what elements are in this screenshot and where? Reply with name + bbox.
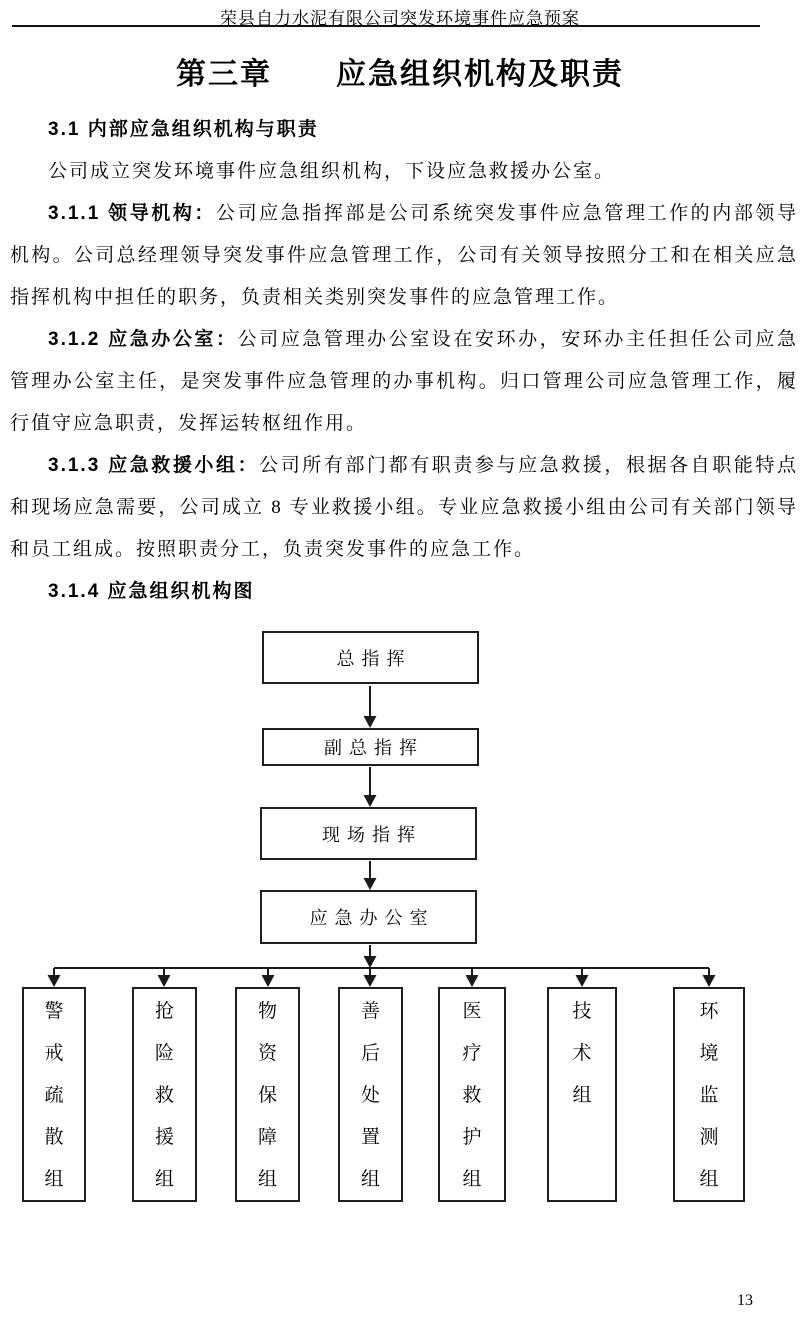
- org-node-deputy-commander-label: 副总指挥: [324, 738, 424, 758]
- org-node-site-commander: [260, 807, 477, 860]
- org-group-label: 技术组: [572, 1001, 592, 1106]
- heading-3-1: [10, 109, 798, 151]
- paragraph-3-1-1: [10, 193, 798, 319]
- org-node-chief-commander-label: 总指挥: [336, 648, 412, 669]
- page-header-title: 荣县自力水泥有限公司突发环境事件应急预案: [220, 9, 580, 28]
- header-rule: [12, 25, 760, 27]
- org-group-label: 善后处置组: [360, 1001, 380, 1190]
- paragraph-3-1-3: [10, 445, 798, 571]
- org-node-site-commander-label: 现场指挥: [322, 824, 422, 845]
- org-node-emergency-office: [260, 890, 477, 944]
- paragraph-3-1-2-label: 3.1.2 应急办公室：: [48, 329, 238, 350]
- heading-3-1-label: 3.1 内部应急组织机构与职责: [48, 119, 319, 140]
- page-number: 13: [737, 1292, 753, 1309]
- paragraph-3-1-3-text: 公司所有部门都有职责参与应急救援，根据各自职能特点和现场应急需要，公司成立 8 专业救援小组。专业应急救援小组由公司有关部门领导和员工组成。按照职责分工，负责突发事件的应急工作。: [10, 455, 798, 560]
- paragraph-3-1-1-text: 公司应急指挥部是公司系统突发事件应急管理工作的内部领导机构。公司总经理领导突发事件应急管理工作，公司有关领导按照分工和在相关应急指挥机构中担任的职务，负责相关类别突发事件的应急管理工作。: [10, 203, 798, 308]
- heading-3-1-4: [10, 571, 798, 613]
- paragraph-3-1-2: [10, 319, 798, 445]
- paragraph-intro: 公司成立突发环境事件应急组织机构，下设应急救援办公室。: [48, 161, 616, 182]
- org-group-label: 抢险救援组: [154, 1001, 174, 1190]
- org-node-deputy-commander: [262, 728, 479, 766]
- org-group-box: [547, 987, 617, 1202]
- org-group-box: [338, 987, 403, 1202]
- org-group-label: 医疗救护组: [462, 1001, 482, 1190]
- org-group-box: [438, 987, 506, 1202]
- org-group-label: 环境监测组: [699, 1001, 719, 1190]
- heading-3-1-4-label: 3.1.4 应急组织机构图: [48, 581, 255, 602]
- body-text: [10, 109, 798, 613]
- chapter-title: 第三章 应急组织机构及职责: [176, 58, 624, 91]
- org-group-box: [235, 987, 300, 1202]
- org-group-box: [22, 987, 86, 1202]
- org-group-box: [673, 987, 745, 1202]
- org-group-label: 物资保障组: [257, 1001, 277, 1190]
- org-group-label: 警戒疏散组: [44, 1001, 64, 1190]
- paragraph-3-1-2-text: 公司应急管理办公室设在安环办，安环办主任担任公司应急管理办公室主任，是突发事件应急管理的办事机构。归口管理公司应急管理工作，履行值守应急职责，发挥运转枢纽作用。: [10, 329, 798, 434]
- paragraph-3-1-1-label: 3.1.1 领导机构：: [48, 203, 216, 224]
- paragraph-3-1-3-label: 3.1.3 应急救援小组：: [48, 455, 260, 476]
- org-node-emergency-office-label: 应急办公室: [309, 908, 435, 928]
- org-chart: [0, 620, 800, 1220]
- org-node-chief-commander: [262, 631, 479, 684]
- org-group-box: [132, 987, 197, 1202]
